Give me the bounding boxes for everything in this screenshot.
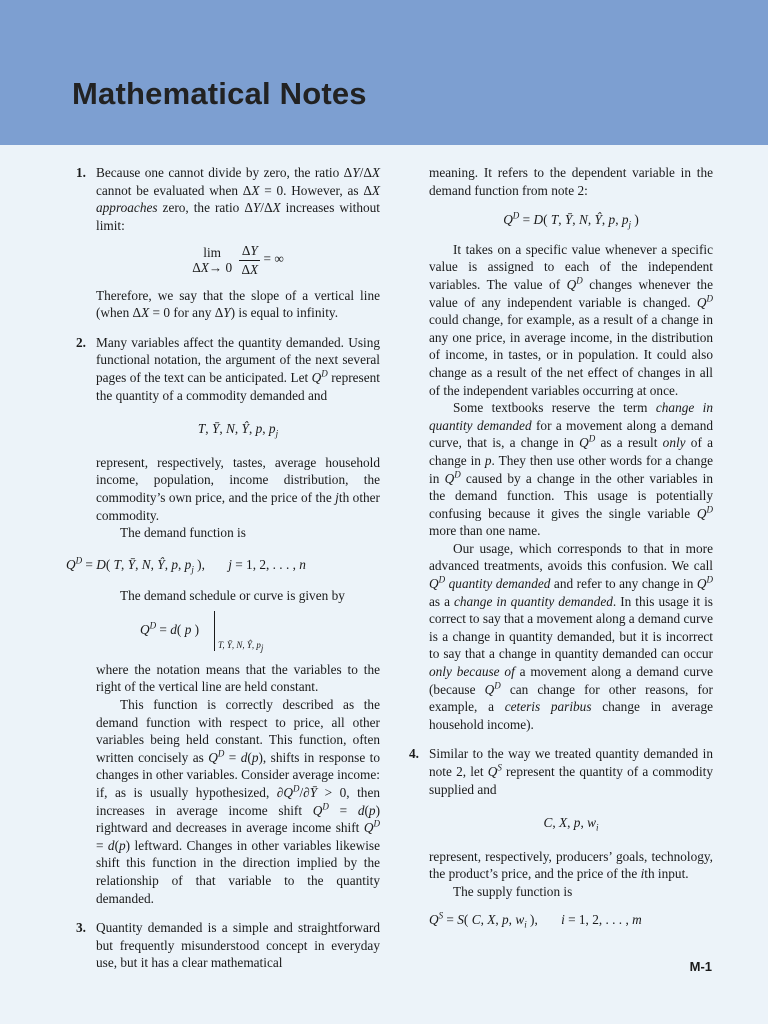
note-3-para-3: It takes on a specific value whenever a specific value is assigned to each of the independent variables. The value of $Q^D$ changes whenever the value of any independent variable is changed. $Q^D$ could change, for example, as a result of a change in any one price, in average income, in the distribution of income, in tastes, or in population. It could also change as a result of the net effect of changes in all of the independent variables occurring at once.: [429, 241, 713, 398]
demand-function-equation: $Q^D = D$( T, Ȳ, N, Ŷ, p, $p_j$ ), j = 1, 2, . . . , n: [66, 555, 306, 575]
note-3-para-2: meaning. It refers to the dependent variable in the demand function from note 2:: [429, 165, 713, 198]
left-column: [66, 164, 380, 972]
right-column: [409, 164, 713, 928]
header-banner: [0, 0, 768, 145]
note-1-para-2: Therefore, we say that the slope of a vertical line (when ΔX = 0 for any ΔY) is equal to infinity.: [96, 287, 380, 321]
note-4: [409, 745, 713, 928]
note-1-para-1: Because one cannot divide by zero, the ratio ΔY/ΔX cannot be evaluated when ΔX = 0. However, as ΔX approaches zero, the ratio ΔY/ΔX increases without limit:: [96, 165, 380, 233]
note-4-para-2: represent, respectively, producers’ goals, technology, the product’s price, and the price of the ith input.: [429, 848, 713, 882]
note-4-para-1: Similar to the way we treated quantity demanded in note 2, let $Q^S$ represent the quantity of a commodity supplied and: [429, 746, 713, 797]
note-3: [76, 919, 380, 972]
page-title: Mathematical Notes: [72, 76, 367, 111]
note-number: 2.: [76, 334, 86, 350]
supply-variables-list: C, X, p, $w_i$: [543, 815, 599, 833]
note-2-para-4: The demand schedule or curve is given by: [120, 588, 345, 604]
note-3-para-4: Some textbooks reserve the term change in quantity demanded for a movement along a demand curve, that is, a change in $Q^D$ as a result only of a change in p. They then use other words for a change in $Q^D$ caused by a change in the other variables in the demand function. This usage is potentially confusing because it gives the single variable $Q^D$ more than one name.: [429, 400, 714, 539]
note-2-para-1: Many variables affect the quantity demanded. Using functional notation, the argument of the next several pages of the text can be anticipated. Let $Q^D$ represent the quantity of a commodity demanded and: [96, 334, 380, 403]
variables-list: T, Ȳ, N, Ŷ, p, $p_j$: [197, 421, 279, 439]
note-2-para-6: This function is correctly described as the demand function with respect to price, all other variables being held constant. This function, often written concisely as $Q^D = d(p)$, shifts in response to changes in other variables. Consider average income: if, as is usually hypothesized, $\partial Q^D/\partial Ȳ > 0$, then increases in average income shift $Q^D = d(p)$ rightward and decreases in average income shift $Q^D = d(p)$ leftward. Changes in other variables likewise shift this function in the direction implied by the relationship of that variable to the quantity demanded.: [96, 697, 380, 906]
demand-schedule-equation: $Q^D = d$( p ) T, Ȳ, N, Ŷ, $p_j$: [96, 611, 380, 655]
note-4-para-3: The supply function is: [453, 883, 573, 899]
page-number: M-1: [689, 959, 712, 974]
note-2-para-3: The demand function is: [120, 525, 246, 541]
note-number: 1.: [76, 165, 86, 180]
demand-function-equation-2: $Q^D = D$( T, Ȳ, N, Ŷ, p, $p_j$ ): [503, 210, 639, 230]
note-2-para-2: represent, respectively, tastes, average household income, population, income distribution, the commodity’s own price, and the price of the jth other commodity.: [96, 454, 380, 523]
note-1: [76, 164, 380, 322]
supply-function-equation: $Q^S = S$( C, X, p, $w_i$ ), i = 1, 2, . . . , m: [429, 910, 642, 930]
note-2-para-5: where the notation means that the variables to the right of the vertical line are held constant.: [96, 661, 380, 695]
note-3-continued: [409, 164, 713, 733]
note-number: 3.: [76, 920, 86, 936]
limit-equation: lim ΔX→ 0 $\frac{\Delta Y}{\Delta X}$ = ∞: [192, 243, 284, 277]
note-2: [66, 334, 380, 907]
note-3-para-5: Our usage, which corresponds to that in more advanced treatments, avoids this confusion. We call $Q^D$ quantity demanded and refer to any change in $Q^D$ as a change in quantity demanded. In this usage it is correct to say that a movement along a demand curve is a change in quantity demanded, but it is incorrect to say that a change in quantity demanded can occur only because of a movement along a demand curve (because $Q^D$ can change for other reasons, for example, a ceteris paribus change in average household income).: [429, 540, 714, 732]
note-3-para-1: Quantity demanded is a simple and straightforward but frequently misunderstood concept in everyday use, but it has a clear mathematical: [96, 920, 380, 971]
note-number: 4.: [409, 746, 419, 762]
